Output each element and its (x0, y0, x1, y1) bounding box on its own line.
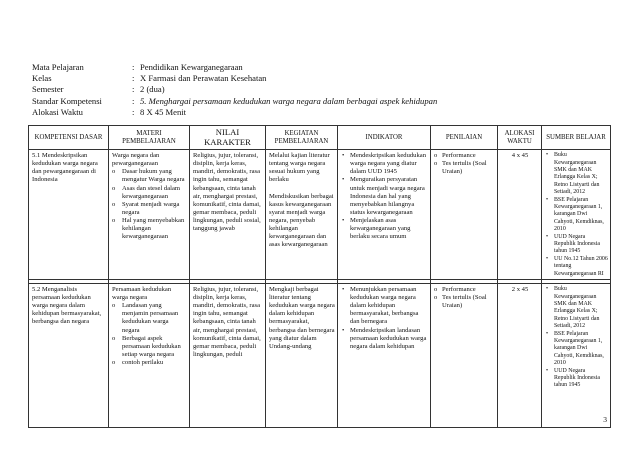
alokasi-cell: 2 x 45 (498, 284, 542, 428)
sumber-list (545, 286, 608, 390)
sumber-list (545, 152, 608, 278)
header-row (32, 62, 437, 73)
materi-cell (109, 284, 190, 428)
header-kompetensi: KOMPETENSI DASAR (29, 126, 109, 150)
list-item: o Berbagai aspek persamaan kedudukan setiap warga negara (112, 335, 187, 359)
list-item: • UUD Negara Republik Indonesia tahun 1945 (545, 234, 608, 256)
header-value: Pendidikan Kewarganegaraan (140, 62, 243, 72)
list-item: • Menjelaskan asas kewarganegaraan yang berlaku secara umum (341, 217, 428, 241)
list-item: • Menunjukkan persamaan kedudukan warga negara dalam kehidupan bermasyarakat, berbangsa dan bernegara (341, 286, 428, 326)
kegiatan-cell: Melalui kajian literatur tentang warga negara sesuai hukum yang berlaku Mendiskusikan berbagai kasus kewarganegaraan syarat menjadi warga negara, penyebab kehilangan kewarganegaraan dan asas kewarganegaraan (266, 150, 338, 280)
list-item: • Menguraikan persyaratan untuk menjadi warga negara Indonesia dan hal yang menyebabkan hilangnya status kewarganegaraan (341, 176, 428, 216)
list-item: • Mendeskripsikan kedudukan warga negara yang diatur dalam UUD 1945 (341, 152, 428, 176)
header-value: 5. Menghargai persamaan kedudukan warga negara dalam berbagai aspek kehidupan (140, 95, 438, 106)
materi-list (112, 168, 187, 241)
header-row (32, 84, 437, 95)
indikator-cell (338, 284, 431, 428)
indikator-list (341, 286, 428, 351)
list-item: • Buku Kewarganegaraan SMK dan MAK Erlangga Kelas X; Retno Listyarti dan Setiadi, 2012 (545, 152, 608, 196)
header-label: Alokasi Waktu (32, 106, 83, 117)
header-separator: : (132, 106, 135, 117)
table-header-row (29, 126, 611, 150)
list-item: • Buku Kewarganegaraan SMK dan MAK Erlangga Kelas X; Retno Listyarti dan Setiadi, 2012 (545, 286, 608, 330)
list-item: o Performance (434, 152, 495, 160)
materi-intro: Warga negara dan pewarganegaraan (112, 152, 160, 168)
nilai-cell: Religius, jujur, toleransi, disiplin, kerja keras, mandiri, demokratis, rasa ingin tahu, semangat kebangsaan, cinta tanah air, menghargai prestasi, komunikatif, cinta damai, gemar membaca, peduli lingkungan, peduli sosial, tanggung jawab (190, 150, 266, 280)
header-label: Semester (32, 84, 64, 95)
header-materi: MATERI PEMBELAJARAN (109, 126, 190, 150)
list-item: o Tes tertulis (Soal Uraian) (434, 294, 495, 310)
header-separator: : (132, 84, 135, 95)
list-item: • BSE Pelajaran Kewarganegaraan 1, karangan Dwi Cahyoti, Kemdiknas, 2010 (545, 197, 608, 234)
sumber-cell (542, 150, 611, 280)
list-item: o Tes tertulis (Soal Uraian) (434, 160, 495, 176)
syllabus-table (28, 125, 611, 428)
header-kegiatan: KEGIATAN PEMBELAJARAN (266, 126, 338, 150)
penilaian-cell (431, 150, 498, 280)
header-value: 8 X 45 Menit (140, 106, 187, 117)
header-value: 2 (dua) (140, 84, 165, 95)
document-header (32, 62, 437, 118)
header-penilaian: PENILAIAN (431, 126, 498, 150)
list-item: o contoh perilaku (112, 359, 187, 367)
penilaian-list (434, 152, 495, 176)
header-separator: : (132, 73, 135, 84)
header-row (32, 73, 437, 84)
list-item: • BSE Pelajaran Kewarganegaraan 1, karangan Dwi Cahyoti, Kemdiknas, 2010 (545, 331, 608, 368)
kompetensi-cell: 5.1 Mendeskripsikan kedudukan warga negara dan pewarganegaraan di Indonesia (29, 150, 109, 280)
header-indikator: INDIKATOR (338, 126, 431, 150)
list-item: o Asas dan stesel dalam kewarganegaraan (112, 185, 187, 201)
header-label: Mata Pelajaran (32, 62, 84, 72)
table-row (29, 150, 611, 280)
penilaian-list (434, 286, 495, 310)
nilai-cell: Religius, jujur, toleransi, disiplin, kerja keras, mandiri, demokratis, rasa ingin tahu, semangat kebangsaan, cinta tanah air, menghargai prestasi, komunikatif, cinta damai, gemar membaca, peduli lingkungan, peduli (190, 284, 266, 428)
header-row (32, 107, 437, 118)
header-value: X Farmasi dan Perawatan Kesehatan (140, 73, 267, 84)
list-item: • Mendeskripsikan landasan persamaan kedudukan warga negara dalam kehidupan (341, 327, 428, 351)
materi-intro: Persamaan kedudukan warga negara (112, 286, 172, 302)
header-sumber: SUMBER BELAJAR (542, 126, 611, 150)
list-item: o Dasar hukum yang mengatur Warga negara (112, 168, 187, 184)
header-label: Standar Kompetensi (32, 95, 102, 106)
list-item: o Landasan yang menjamin persamaan kedudukan warga negara (112, 302, 187, 334)
indikator-cell (338, 150, 431, 280)
header-separator: : (132, 62, 135, 72)
list-item: • UU No.12 Tahun 2006 tentang Kewarganegaraan RI (545, 256, 608, 278)
list-item: o Performance (434, 286, 495, 294)
alokasi-cell: 4 x 45 (498, 150, 542, 280)
header-label: Kelas (32, 73, 52, 84)
page-number: 3 (603, 415, 607, 424)
list-item: • UUD Negara Republik Indonesia tahun 1945 (545, 368, 608, 390)
penilaian-cell (431, 284, 498, 428)
list-item: o Hal yang menyebabkan kehilangan kewarganegaraan (112, 217, 187, 241)
list-item: o Syarat menjadi warga negara (112, 201, 187, 217)
table-row (29, 284, 611, 428)
materi-cell (109, 150, 190, 280)
header-alokasi: ALOKASI WAKTU (498, 126, 542, 150)
kompetensi-cell: 5.2 Menganalisis persamaan kedudukan warga negara dalam kehidupan bermasyarakat, berbangsa dan negara (29, 284, 109, 428)
materi-list (112, 302, 187, 367)
sumber-cell (542, 284, 611, 428)
header-nilai: NILAI KARAKTER (190, 126, 266, 150)
kegiatan-cell: Mengkaji berbagai literatur tentang kedudukan warga negara dalam kehidupan bermasyarakat, berbangsa dan bernegara yang diatur dalam Undang-undang (266, 284, 338, 428)
indikator-list (341, 152, 428, 241)
header-row (32, 96, 437, 107)
header-separator: : (132, 95, 135, 106)
